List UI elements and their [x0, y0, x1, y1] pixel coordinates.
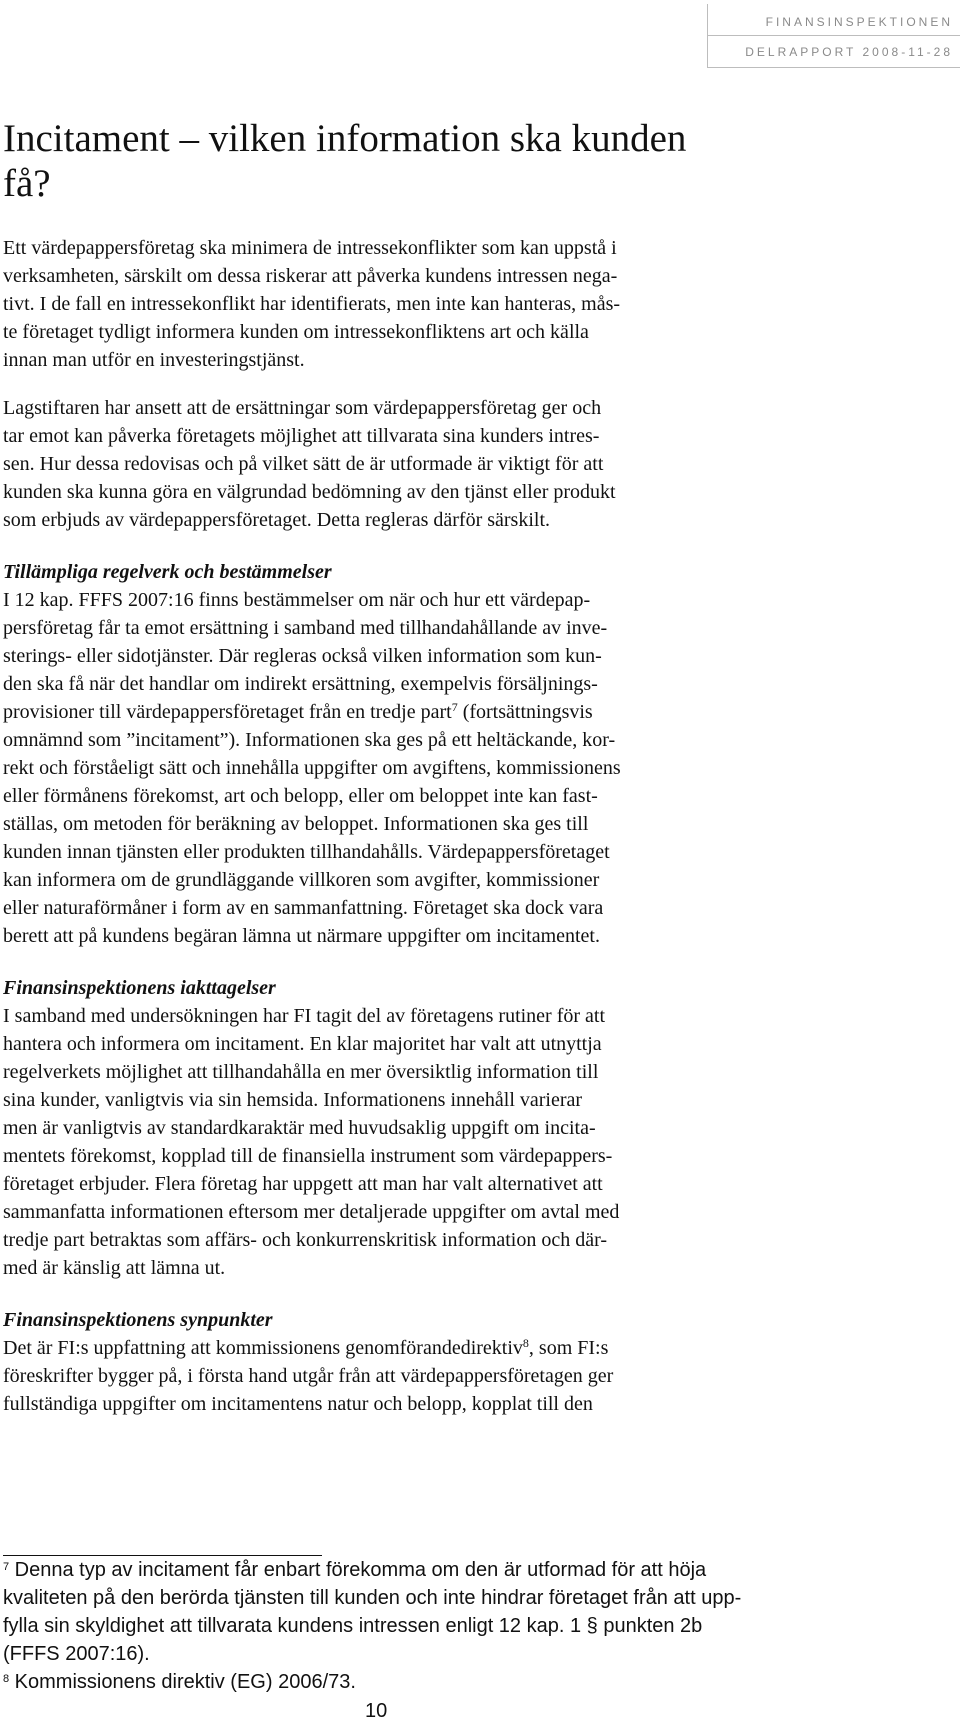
section-heading-viewpoints: Finansinspektionens synpunkter	[3, 1309, 273, 1331]
footnote-ref-8[interactable]: 8	[522, 1336, 529, 1350]
footnotes	[3, 1556, 755, 1696]
legislator-paragraph: Lagstiftaren har ansett att de ersättningar som värdepappersföretag ger och tar emot kan påverka företagets möjlighet att tillvarata sina kunders intres- sen. Hur dessa redovisas och på vilket sätt de är utformade är viktigt för att kunden ska kunna göra en välgrundad bedömning av den tjänst eller produkt som erbjuds av värdepappersföretaget. Detta regleras därför särskilt.	[3, 397, 616, 531]
observations-paragraph: I samband med undersökningen har FI tagit del av företagens rutiner för att hantera och informera om incitament. En klar majoritet har valt att utnyttja regelverkets möjlighet att tillhandahålla en mer översiktlig information till sina kunder, vanligtvis via sin hemsida. Informationens innehåll varierar men är vanligtvis av standardkaraktär med huvudsaklig uppgift om incita- mentets förekomst, kopplad till de finansiella instrument som värdepappers- företaget erbjuder. Flera företag har uppgett att man har valt alternativet att sammanfatta informationen eftersom mer detaljerade uppgifter om avtal med tredje part betraktas som affärs- och konkurrenskritisk information och där- med är känslig att lämna ut.	[3, 1005, 620, 1279]
section-heading-regulations: Tillämpliga regelverk och bestämmelser	[3, 561, 332, 583]
page-title: Incitament – vilken information ska kunden få?	[3, 117, 687, 205]
footnote-8: $^8$ Kommissionens direktiv (EG) 2006/73.	[3, 1671, 356, 1693]
viewpoints-paragraph: Det är FI:s uppfattning att kommissionens genomförandedirektiv$^8$, som FI:s föreskrifter bygger på, i första hand utgår från att värdepappersföretagen ger fullständiga uppgifter om incitamentens natur och belopp, kopplat till den	[3, 1336, 614, 1415]
page-number: 10	[365, 1700, 388, 1722]
page-body	[3, 116, 755, 1418]
header-org: FINANSINSPEKTIONEN	[765, 15, 953, 29]
report-header	[707, 4, 960, 68]
header-report-date: DELRAPPORT 2008-11-28	[745, 45, 953, 59]
footnote-ref-7[interactable]: 7	[451, 700, 458, 714]
header-divider	[708, 35, 960, 36]
regulations-paragraph: I 12 kap. FFFS 2007:16 finns bestämmelser om när och hur ett värdepap- persföretag får ta emot ersättning i samband med tillhandahållande av inve- sterings- eller sidotjänster. Där regleras också vilken information som kun- den ska få när det handlar om indirekt ersättning, exempelvis försäljnings- provisioner till värdepappersföretaget från en tredje part$^7$ (fortsättningsvis omnämnd som ”incitament”). Informationen ska ges på ett heltäckande, kor- rekt och förståeligt sätt och innehålla uppgifter om avgiftens, kommissionens eller förmånens förekomst, art och belopp, eller om beloppet inte kan fast- ställas, om metoden för beräkning av beloppet. Informationen ska ges till kunden innan tjänsten eller produkten tillhandahålls. Värdepappersföretaget kan informera om de grundläggande villkoren som avgifter, kommissioner eller naturaförmåner i form av en sammanfattning. Företaget ska dock vara berett att på kundens begäran lämna ut närmare uppgifter om incitamentet.	[3, 589, 621, 947]
footnote-7: $^7$ Denna typ av incitament får enbart förekomma om den är utformad för att höja kvaliteten på den berörda tjänsten till kunden och inte hindrar företaget från att upp- fylla sin skyldighet att tillvarata kundens intressen enligt 12 kap. 1 § punkten 2b (FFFS 2007:16).	[3, 1559, 742, 1665]
intro-paragraph: Ett värdepappersföretag ska minimera de intressekonflikter som kan uppstå i verksamheten, särskilt om dessa riskerar att påverka kundens intressen nega- tivt. I de fall en intressekonflikt har identifierats, men inte kan hanteras, mås- te företaget tydligt informera kunden om intressekonfliktens art och källa innan man utför en investeringstjänst.	[3, 237, 621, 371]
section-heading-observations: Finansinspektionens iakttagelser	[3, 977, 276, 999]
